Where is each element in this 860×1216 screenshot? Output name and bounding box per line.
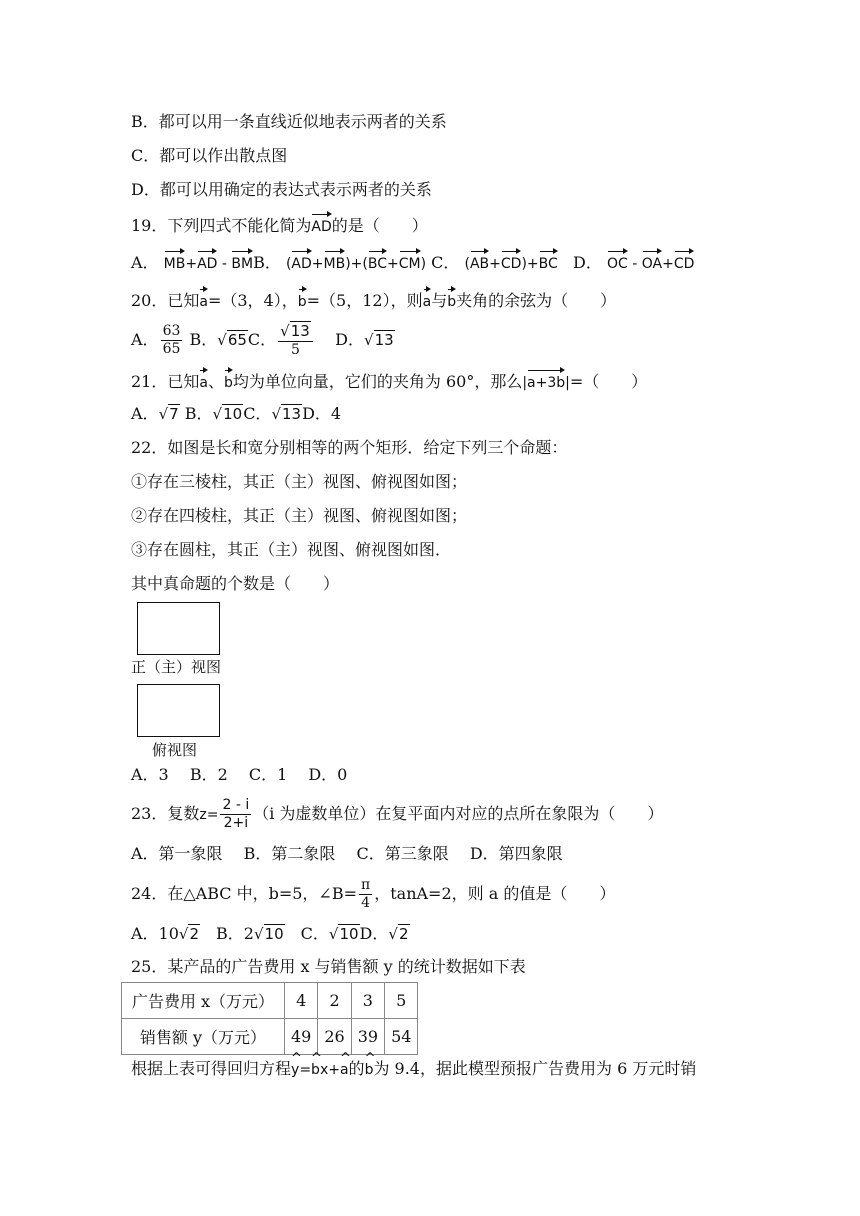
q21-separator: 、: [207, 372, 224, 391]
q21-option-c-label: C．: [243, 404, 272, 423]
vector-mb: MB: [324, 250, 346, 275]
q20-stem: [131, 288, 616, 313]
vector-b: b: [224, 369, 233, 394]
q18-option-d: D．都可以用确定的表达式表示两者的关系: [131, 180, 432, 199]
fraction-denominator: 5: [291, 341, 300, 358]
table-cell: 39: [351, 1019, 384, 1055]
fraction: [161, 323, 183, 358]
q19-stem-tail: 的是（ ）: [331, 216, 428, 235]
radicand: 13: [282, 405, 302, 423]
table-cell: 2: [318, 983, 351, 1019]
fraction-numerator: 63: [162, 323, 181, 339]
sqrt-expression: √13: [280, 321, 310, 340]
q22-proposition-1: ①存在三棱柱，其正（主）视图、俯视图如图；: [131, 472, 468, 491]
radicand: 10: [264, 925, 284, 943]
sqrt-expression: √13: [271, 405, 302, 423]
sqrt-expression: √2: [388, 925, 409, 943]
q23-stem-tail: （i 为虚数单位）在复平面内对应的点所在象限为（ ）: [253, 804, 664, 823]
q21-stem: [131, 369, 647, 394]
vector-cd: CD: [674, 250, 695, 275]
front-view-rectangle: [137, 602, 220, 655]
minus-sign: -: [217, 256, 232, 272]
radicand: 13: [374, 331, 394, 349]
a-hat: ^ a: [340, 1059, 349, 1081]
q20-stem-tail: 夹角的余弦为（ ）: [456, 291, 617, 310]
fraction: [220, 797, 251, 832]
q25-de: 的: [348, 1059, 365, 1078]
q22-options: A．3 B．2 C．1 D．0: [131, 765, 348, 784]
q19-option-b-label: B．: [253, 253, 281, 272]
table-row: [122, 1019, 418, 1055]
vector-bm: BM: [231, 250, 253, 275]
abs-bar-right: |: [565, 375, 570, 391]
q23-stem: [131, 796, 663, 833]
vector-ab: AB: [470, 250, 489, 275]
q24-stem-text: 24．在△ABC 中，b=5，∠B=: [131, 884, 358, 903]
q22-proposition-3: ③存在圆柱，其正（主）视图、俯视图如图．: [131, 540, 452, 559]
radicand: 65: [227, 331, 247, 349]
q21-option-b-label: B．: [179, 404, 213, 423]
vector-bc: BC: [539, 250, 558, 275]
vector-a: a: [423, 288, 432, 313]
q21-options: [131, 403, 341, 425]
q19-stem-text: 19．下列四式不能化简为: [131, 216, 312, 235]
q24-option-b-label: B．2: [200, 924, 254, 943]
q24-stem-tail: ，tanA=2，则 a 的值是（ ）: [374, 884, 616, 903]
q20-a-value: =（3，4），: [207, 291, 298, 310]
x-plus: x+: [319, 1062, 340, 1078]
table-cell: 26: [318, 1019, 351, 1055]
b-hat: ^ b: [311, 1059, 320, 1081]
q18-option-b: B．都可以用一条直线近似地表示两者的关系: [131, 112, 447, 131]
vector-cd: CD: [501, 250, 522, 275]
q20-option-d-label: D．: [335, 330, 364, 349]
q21-option-d-label: D．4: [302, 404, 342, 423]
radicand: 7: [169, 405, 179, 423]
q22-proposition-2: ②存在四棱柱，其正（主）视图、俯视图如图；: [131, 506, 468, 525]
q19-stem: [131, 213, 428, 238]
q23-options: A．第一象限 B．第二象限 C．第三象限 D．第四象限: [131, 844, 563, 863]
sqrt-expression: √10: [328, 925, 359, 943]
vector-oc: OC: [607, 250, 628, 275]
vector-bc: BC: [368, 250, 387, 275]
fraction-denominator: 65: [162, 341, 181, 357]
q24-option-a-label: A．10: [131, 924, 179, 943]
q20-option-c-label: C．: [247, 330, 277, 349]
table-cell: 49: [285, 1019, 318, 1055]
minus-sign: -: [627, 256, 642, 272]
paren-close: )+: [521, 256, 539, 272]
fraction-numerator: [278, 323, 313, 342]
q19-options: [131, 250, 694, 275]
vector-b: b: [447, 288, 456, 313]
abs-bar-left: |: [522, 375, 528, 391]
plus-sign: +: [311, 256, 324, 272]
radicand: 10: [223, 405, 243, 423]
vector-a: a: [199, 369, 208, 394]
q25-text-start: 根据上表可得回归方程: [131, 1059, 292, 1078]
vector-mb: MB: [164, 250, 186, 275]
sqrt-expression: √2: [178, 925, 200, 943]
plus-sign: +: [489, 256, 501, 272]
sqrt-expression: √10: [253, 925, 284, 943]
plus-sign: +: [662, 256, 674, 272]
q20-options: [131, 322, 395, 359]
sqrt-expression: √65: [217, 331, 247, 349]
paren-close: )+(: [345, 256, 368, 272]
q21-option-a-label: A．: [131, 404, 159, 423]
equals-sign: =: [299, 1062, 312, 1078]
vector-cm: CM: [399, 250, 421, 275]
table-row: [122, 983, 418, 1019]
q19-option-c-label: C．: [431, 253, 460, 272]
vector-b: b: [298, 288, 307, 313]
plus-sign: +: [185, 256, 198, 272]
q20-option-b-label: B．: [184, 330, 218, 349]
q24-option-d-label: D．: [359, 924, 389, 943]
q19-option-d-label: D．: [573, 253, 602, 272]
front-view-caption: 正（主）视图: [131, 658, 222, 676]
q21-stem-middle: 均为单位向量，它们的夹角为 60°，那么: [232, 372, 523, 391]
q20-stem-text: 20．已知: [131, 291, 200, 310]
paren-open: (: [464, 256, 470, 272]
statistics-table: [121, 982, 418, 1055]
table-row-label: 广告费用 x（万元）: [122, 983, 285, 1019]
q25-text-end: 为 9.4，据此模型预报广告费用为 6 万元时销: [373, 1059, 697, 1078]
q24-option-c-label: C．: [284, 924, 329, 943]
fraction: [278, 323, 313, 359]
sqrt-expression: √10: [212, 405, 243, 423]
q24-options: [131, 923, 410, 945]
q25-stem: 25．某产品的广告费用 x 与销售额 y 的统计数据如下表: [131, 957, 526, 976]
table-cell: 5: [385, 983, 418, 1019]
radicand: 2: [398, 925, 409, 943]
q19-target-vector: AD: [311, 213, 331, 238]
vector-ad: AD: [197, 250, 217, 275]
fraction-numerator: π: [361, 877, 371, 893]
q20-option-a-label: A．: [131, 330, 159, 349]
y-hat: ^ y: [291, 1059, 299, 1081]
q19-option-a-label: A．: [131, 253, 159, 272]
q21-stem-tail: =（ ）: [569, 372, 648, 391]
q25-regression-text: [131, 1058, 696, 1081]
vector-oa: OA: [642, 250, 662, 275]
fraction-numerator: 2 - i: [222, 797, 250, 813]
q22-stem: 22．如图是长和宽分别相等的两个矩形．给定下列三个命题：: [131, 438, 568, 457]
q21-stem-text: 21．已知: [131, 372, 200, 391]
radicand: 10: [339, 925, 359, 943]
fraction-denominator: 2+i: [223, 815, 249, 831]
q18-option-c: C．都可以作出散点图: [131, 146, 288, 165]
q20-b-value: =（5，12），则: [306, 291, 423, 310]
paren-open: (: [285, 256, 292, 272]
fraction-denominator: 4: [361, 895, 371, 911]
top-view-rectangle: [137, 684, 220, 737]
top-view-caption: 俯视图: [152, 741, 198, 759]
z-equals: z=: [199, 807, 219, 823]
table-cell: 3: [351, 983, 384, 1019]
table-cell: 54: [385, 1019, 418, 1055]
paren-close: ): [420, 256, 427, 272]
vector-a: a: [199, 288, 208, 313]
b-hat: ^ b: [365, 1059, 374, 1081]
radicand: 2: [189, 925, 200, 943]
radicand: 13: [290, 321, 310, 340]
vector-ad: AD: [291, 250, 311, 275]
q20-and: 与: [431, 291, 448, 310]
vector-expression: a+3b: [527, 369, 565, 394]
plus-sign: +: [386, 256, 399, 272]
q22-question: 其中真命题的个数是（ ）: [131, 574, 340, 593]
table-cell: 4: [285, 983, 318, 1019]
fraction: [359, 877, 372, 912]
table-row-label: 销售额 y（万元）: [122, 1019, 285, 1055]
sqrt-expression: √13: [364, 331, 394, 349]
q24-stem: [131, 876, 615, 912]
q23-stem-text: 23．复数: [131, 804, 200, 823]
sqrt-expression: √7: [158, 405, 179, 423]
